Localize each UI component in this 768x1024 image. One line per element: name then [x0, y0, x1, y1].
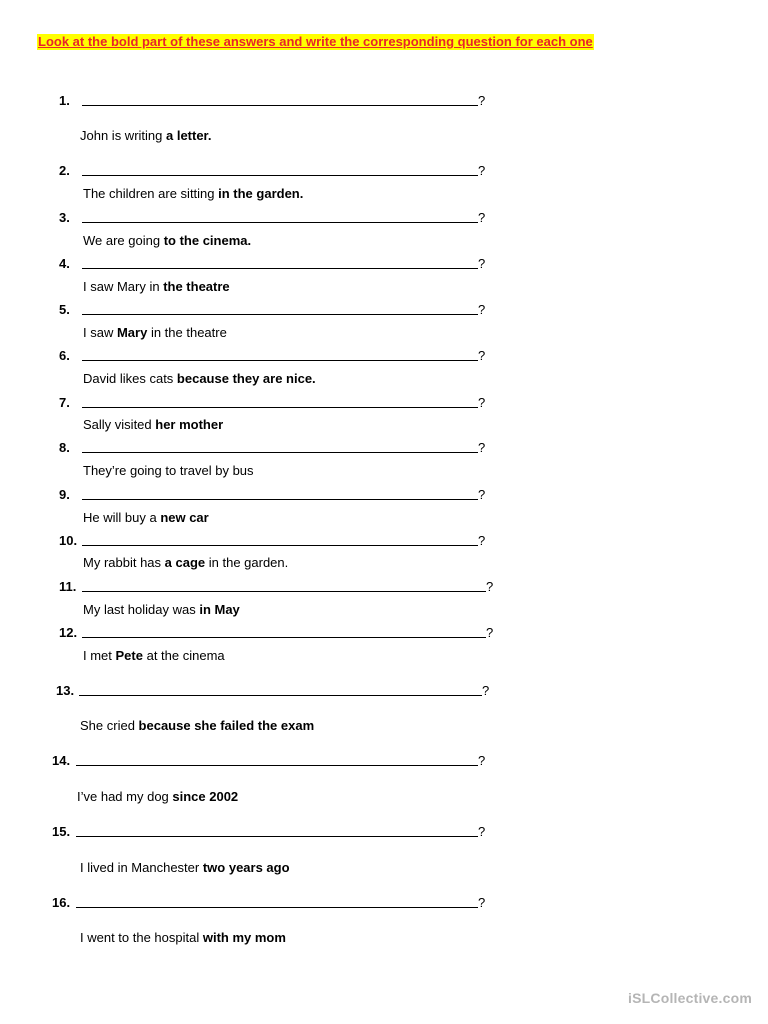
question-number: 3.	[59, 210, 70, 225]
answer-text: I saw	[83, 325, 117, 340]
answer-text: He will buy a	[83, 510, 161, 525]
answer-sentence	[83, 648, 225, 664]
answer-sentence	[83, 417, 223, 433]
answer-text: John is writing	[80, 128, 166, 143]
question-mark: ?	[478, 93, 486, 108]
question-number: 12.	[59, 625, 78, 640]
question-row	[0, 895, 768, 911]
question-mark: ?	[478, 256, 486, 271]
answer-text: We are going	[83, 233, 164, 248]
answer-text: David likes cats	[83, 371, 177, 386]
question-mark: ?	[478, 895, 486, 910]
answer-blank-line[interactable]	[82, 360, 478, 361]
bold-answer-part: new car	[160, 510, 209, 525]
question-mark: ?	[478, 395, 486, 410]
answer-text: I lived in Manchester	[80, 860, 203, 875]
question-row	[0, 579, 768, 595]
question-number: 4.	[59, 256, 70, 271]
question-row	[0, 93, 768, 109]
answer-blank-line[interactable]	[82, 452, 478, 453]
question-mark: ?	[478, 440, 486, 455]
question-number: 13.	[56, 683, 75, 698]
bold-answer-part: Mary	[116, 325, 148, 340]
answer-sentence	[83, 510, 209, 526]
answer-text: I went to the hospital	[80, 930, 203, 945]
answer-blank-line[interactable]	[76, 765, 478, 766]
bold-answer-part: to the cinema.	[163, 233, 252, 248]
answer-sentence	[83, 463, 254, 479]
answer-text: in the theatre	[147, 325, 227, 340]
answer-sentence	[80, 860, 290, 876]
question-number: 2.	[59, 163, 70, 178]
bold-answer-part: a cage	[164, 555, 206, 570]
question-row	[0, 683, 768, 699]
question-mark: ?	[486, 579, 494, 594]
answer-blank-line[interactable]	[82, 545, 478, 546]
answer-text: The children are sitting	[83, 186, 219, 201]
answer-blank-line[interactable]	[82, 407, 478, 408]
question-mark: ?	[482, 683, 490, 698]
bold-answer-part: Pete	[115, 648, 143, 663]
answer-text: My rabbit has	[83, 555, 165, 570]
answer-text: She cried	[80, 718, 139, 733]
answer-sentence	[83, 371, 316, 387]
answer-blank-line[interactable]	[82, 499, 478, 500]
question-mark: ?	[478, 753, 486, 768]
answer-blank-line[interactable]	[82, 637, 486, 638]
question-mark: ?	[478, 533, 486, 548]
watermark: iSLCollective.com	[628, 990, 752, 1006]
question-number: 8.	[59, 440, 70, 455]
question-number: 16.	[52, 895, 71, 910]
question-mark: ?	[486, 625, 494, 640]
question-number: 5.	[59, 302, 70, 317]
question-mark: ?	[478, 348, 486, 363]
bold-answer-part: two years ago	[202, 860, 290, 875]
answer-sentence	[83, 325, 227, 341]
question-row	[0, 210, 768, 226]
answer-blank-line[interactable]	[76, 907, 478, 908]
question-mark: ?	[478, 210, 486, 225]
answer-sentence	[80, 930, 286, 946]
bold-answer-part: because she failed the exam	[138, 718, 315, 733]
answer-sentence	[83, 555, 288, 571]
answer-sentence	[80, 718, 314, 734]
question-number: 6.	[59, 348, 70, 363]
answer-sentence	[83, 233, 251, 249]
question-number: 15.	[52, 824, 71, 839]
question-number: 10.	[59, 533, 78, 548]
answer-blank-line[interactable]	[82, 268, 478, 269]
bold-answer-part: a letter.	[165, 128, 212, 143]
answer-sentence	[77, 789, 238, 805]
question-row	[0, 625, 768, 641]
answer-sentence	[80, 128, 212, 144]
question-row	[0, 487, 768, 503]
answer-text: I saw Mary in	[83, 279, 164, 294]
answer-sentence	[83, 602, 240, 618]
question-mark: ?	[478, 824, 486, 839]
question-row	[0, 395, 768, 411]
bold-answer-part: with my mom	[202, 930, 286, 945]
question-row	[0, 440, 768, 456]
question-mark: ?	[478, 302, 486, 317]
answer-sentence	[83, 186, 303, 202]
question-mark: ?	[478, 163, 486, 178]
question-row	[0, 348, 768, 364]
question-number: 11.	[59, 579, 77, 594]
answer-text: in the garden.	[205, 555, 289, 570]
answer-blank-line[interactable]	[82, 105, 478, 106]
bold-answer-part: the theatre	[163, 279, 230, 294]
answer-blank-line[interactable]	[76, 836, 478, 837]
bold-answer-part: her mother	[155, 417, 224, 432]
answer-text: They’re going to travel by bus	[83, 463, 254, 478]
question-row	[0, 302, 768, 318]
answer-blank-line[interactable]	[82, 175, 478, 176]
question-row	[0, 256, 768, 272]
question-number: 14.	[52, 753, 71, 768]
answer-text: at the cinema	[142, 648, 225, 663]
answer-blank-line[interactable]	[82, 591, 486, 592]
answer-blank-line[interactable]	[79, 695, 482, 696]
answer-text: I met	[83, 648, 116, 663]
question-number: 7.	[59, 395, 70, 410]
bold-answer-part: in May	[199, 602, 240, 617]
question-row	[0, 824, 768, 840]
question-row	[0, 533, 768, 549]
bold-answer-part: because they are nice.	[176, 371, 316, 386]
answer-blank-line[interactable]	[82, 222, 478, 223]
answer-blank-line[interactable]	[82, 314, 478, 315]
answer-sentence	[83, 279, 230, 295]
bold-answer-part: in the garden.	[218, 186, 304, 201]
question-row	[0, 163, 768, 179]
answer-text: Sally visited	[83, 417, 156, 432]
instruction-heading: Look at the bold part of these answers and write the corresponding question for each one	[38, 34, 593, 49]
question-number: 9.	[59, 487, 70, 502]
question-mark: ?	[478, 487, 486, 502]
answer-text: My last holiday was	[83, 602, 200, 617]
bold-answer-part: since 2002	[172, 789, 239, 804]
answer-text: I’ve had my dog	[77, 789, 173, 804]
question-number: 1.	[59, 93, 70, 108]
question-row	[0, 753, 768, 769]
